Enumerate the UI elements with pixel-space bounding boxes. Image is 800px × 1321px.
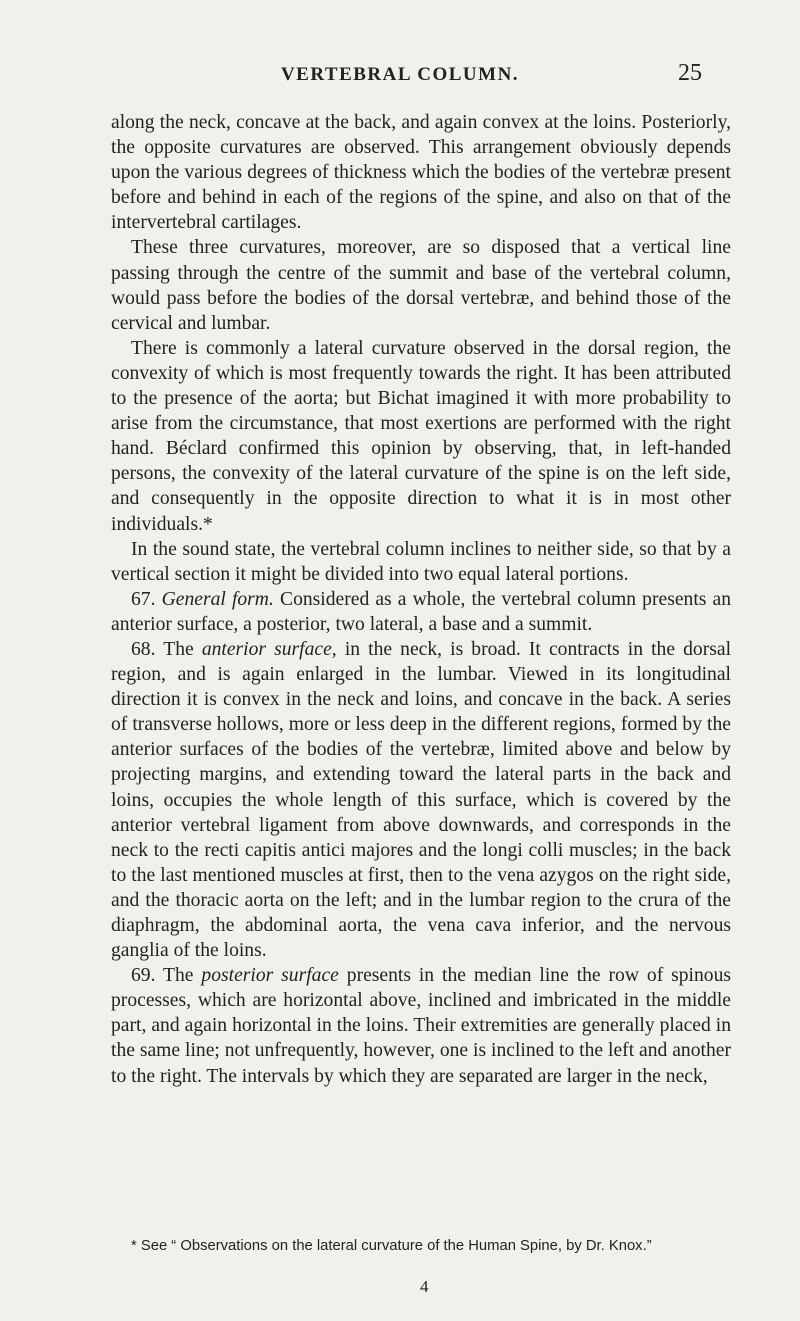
paragraph: These three curvatures, moreover, are so disposed that a vertical line passing through the centre of the summit and base of the vertebral column, would pass before the bodies of the dorsal vertebræ, and behind those of the cervical and lumbar. xyxy=(111,237,731,334)
body-text xyxy=(111,110,731,1089)
page-number: 25 xyxy=(678,60,702,86)
paragraph: along the neck, concave at the back, and again convex at the loins. Posteriorly, the opposite curvatures are observed. This arrangement obviously depends upon the various degrees of thickness which the bodies of the vertebræ present before and behind in each of the regions of the spine, and also on that of the intervertebral cartilages. xyxy=(111,112,731,234)
paragraph: There is commonly a lateral curvature observed in the dorsal region, the convexity of which is most frequently towards the right. It has been attributed to the presence of the aorta; but Bichat imagined it with more probability to arise from the circumstance, that most exertions are performed with the right hand. Béclard confirmed this opinion by observing, that, in left-handed persons, the convexity of the lateral curvature of the spine is on the left side, and consequently in the opposite direction to what it is in most other individuals.* xyxy=(111,337,731,535)
section-67: 67. General form. Considered as a whole, the vertebral column presents an anterior surface, a posterior, two lateral, a base and a summit. xyxy=(111,588,731,635)
paragraph: In the sound state, the vertebral column inclines to neither side, so that by a vertical section it might be divided into two equal lateral portions. xyxy=(111,538,731,585)
section-heading: General form. xyxy=(161,588,274,610)
section-number: 67. xyxy=(131,588,156,610)
section-number: 69. xyxy=(131,965,156,987)
footnote-text: * See “ Observations on the lateral curvature of the Human Spine, by Dr. Knox.” xyxy=(131,1238,652,1254)
running-title: VERTEBRAL COLUMN. xyxy=(280,64,520,85)
footnote xyxy=(111,1236,731,1256)
section-heading: posterior surface xyxy=(201,965,339,987)
section-68: 68. The anterior surface, in the neck, is broad. It contracts in the dorsal region, and is again enlarged in the lumbar. Viewed in its longitudinal direction it is convex in the neck and loins, and concave in the back. A series of transverse hollows, more or less deep in the different regions, formed by the anterior surfaces of the bodies of the vertebræ, limited above and below by projecting margins, and extending toward the lateral parts in the back and loins, occupies the whole length of this surface, which is covered by the anterior vertebral ligament from above downwards, and corresponds in the neck to the recti capitis antici majores and the longi colli muscles; in the back to the last mentioned muscles at first, then to the vena azygos on the right side, and the thoracic aorta on the left; and in the lumbar region to the crura of the diaphragm, the abdominal aorta, the vena cava inferior, and the nervous ganglia of the loins. xyxy=(111,638,732,962)
running-head xyxy=(0,62,800,94)
signature-mark: 4 xyxy=(420,1277,429,1296)
section-heading: anterior surface, xyxy=(201,638,337,660)
section-69: 69. The posterior surface presents in the median line the row of spinous processes, which are horizontal above, inclined and imbricated in the middle part, and again horizontal in the loins. Their extremities are generally placed in the same line; not unfrequently, however, one is inclined to the left and another to the right. The intervals by which they are separated are larger in the neck, xyxy=(111,965,731,1087)
section-number: 68. xyxy=(131,638,156,660)
